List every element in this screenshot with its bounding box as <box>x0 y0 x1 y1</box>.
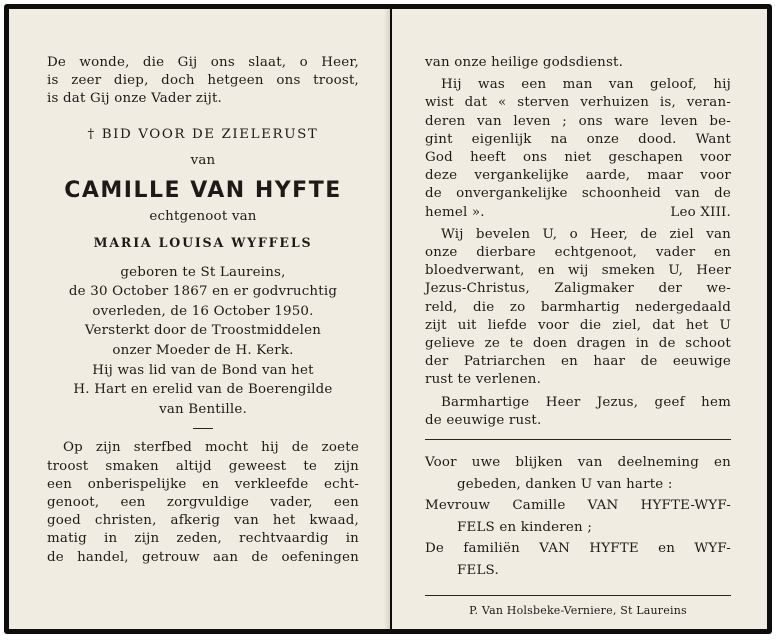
right-page <box>392 9 767 629</box>
faith-line: God heeft ons niet geschapen voor <box>425 150 731 166</box>
commendation-paragraph <box>425 226 731 390</box>
bio-line: Hij was lid van de Bond van het <box>92 362 314 378</box>
invocation-line: de eeuwige rust. <box>425 412 542 428</box>
thanks-block <box>425 452 731 581</box>
bio-line: onzer Moeder de H. Kerk. <box>112 343 294 358</box>
tribute-line: genoot, een zorgvuldige vader, een <box>47 494 359 510</box>
tribute-line: troost smaken altijd geweest te zijn <box>47 458 359 474</box>
faith-line: deren van leven ; ons ware leven be- <box>425 113 731 129</box>
right-column <box>425 9 731 620</box>
commendation-line: Wij bevelen U, o Heer, de ziel van <box>441 226 731 242</box>
verse-line: De wonde, die Gij ons slaat, o Heer, <box>47 55 359 70</box>
deceased-name: CAMILLE VAN HYFTE <box>64 178 342 204</box>
commendation-line: reld, die zo barmhartig nedergedaald <box>425 299 731 315</box>
bio-line: geboren te St Laureins, <box>120 264 286 280</box>
tribute-line: Op zijn sterfbed mocht hij de zoete <box>63 440 359 456</box>
left-column <box>47 9 359 567</box>
invocation-paragraph <box>425 394 731 430</box>
commendation-line: zijt uit liefde voor die ziel, dat het U <box>425 317 731 333</box>
faith-line: de onvergankelijke schoonheid van de <box>425 186 731 202</box>
commendation-line: onze dierbare echtgenoot, vader en <box>425 245 731 261</box>
verse-line: is dat Gij onze Vader zijt. <box>47 91 223 107</box>
thanks-line: De familiën VAN HYFTE en WYF- <box>425 541 731 557</box>
tribute-line: de handel, getrouw aan de oefeningen <box>47 549 359 565</box>
memorial-card <box>4 4 772 634</box>
tribute-paragraph <box>47 439 359 566</box>
thanks-line: FELS. <box>457 562 499 578</box>
bio-line: de 30 October 1867 en er godvruchtig <box>68 284 338 300</box>
invocation-line: Barmhartige Heer Jezus, geef hem <box>441 394 731 410</box>
faith-last-line <box>425 204 731 222</box>
printer-credit: P. Van Holsbeke-Verniere, St Laureins <box>469 604 687 618</box>
commendation-line: gelieve ze te doen dragen in de schoot <box>425 336 731 352</box>
bio-line: Versterkt door de Troostmiddelen <box>84 323 322 339</box>
tribute-line: matig in zijn zeden, rechtvaardig in <box>47 531 359 547</box>
spouse-intro: echtgenoot van <box>149 209 257 225</box>
bio-line: H. Hart en erelid van de Boerengilde <box>73 382 333 398</box>
prayer-heading: † BID VOOR DE ZIELERUST <box>87 126 319 142</box>
spouse-name: MARIA LOUISA WYFFELS <box>93 235 313 251</box>
tribute-line: een onberispelijke en verkleefde echt- <box>47 476 359 492</box>
faith-line: deze vergankelijke aarde, maar voor <box>425 168 731 184</box>
thanks-line: gebeden, danken U van harte : <box>457 476 673 492</box>
biography <box>47 263 359 420</box>
thanks-line: Voor uwe blijken van deelneming en <box>425 455 731 471</box>
faith-line: hemel ». <box>425 204 485 220</box>
verse-line: is zeer diep, doch hetgeen ons troost, <box>47 73 359 89</box>
van-label: van <box>190 152 216 168</box>
faith-paragraph <box>425 76 731 222</box>
commendation-line: bloedverwant, en wij smeken U, Heer <box>425 263 731 279</box>
bio-line: overleden, de 16 October 1950. <box>92 303 314 319</box>
thanks-line: Mevrouw Camille VAN HYFTE-WYF- <box>425 498 731 514</box>
commendation-line: Jezus-Christus, Zaligmaker der we- <box>425 281 731 297</box>
thanks-line: FELS en kinderen ; <box>457 519 593 535</box>
bio-line: van Bentille. <box>159 401 247 417</box>
commendation-line: der Patriarchen en haar de eeuwige <box>425 354 731 370</box>
opening-verse <box>47 54 359 109</box>
commendation-line: rust te verlenen. <box>425 372 542 388</box>
faith-line: Hij was een man van geloof, hij <box>441 77 731 93</box>
left-page <box>9 9 390 629</box>
faith-line: wist dat « sterven verhuizen is, veran- <box>425 95 731 111</box>
faith-line: gint eigenlijk na onze dood. Want <box>425 131 731 147</box>
tribute-line: goed christen, afkerig van het kwaad, <box>47 513 359 529</box>
quote-attribution: Leo XIII. <box>670 204 731 220</box>
continuation-line: van onze heilige godsdienst. <box>425 55 624 70</box>
